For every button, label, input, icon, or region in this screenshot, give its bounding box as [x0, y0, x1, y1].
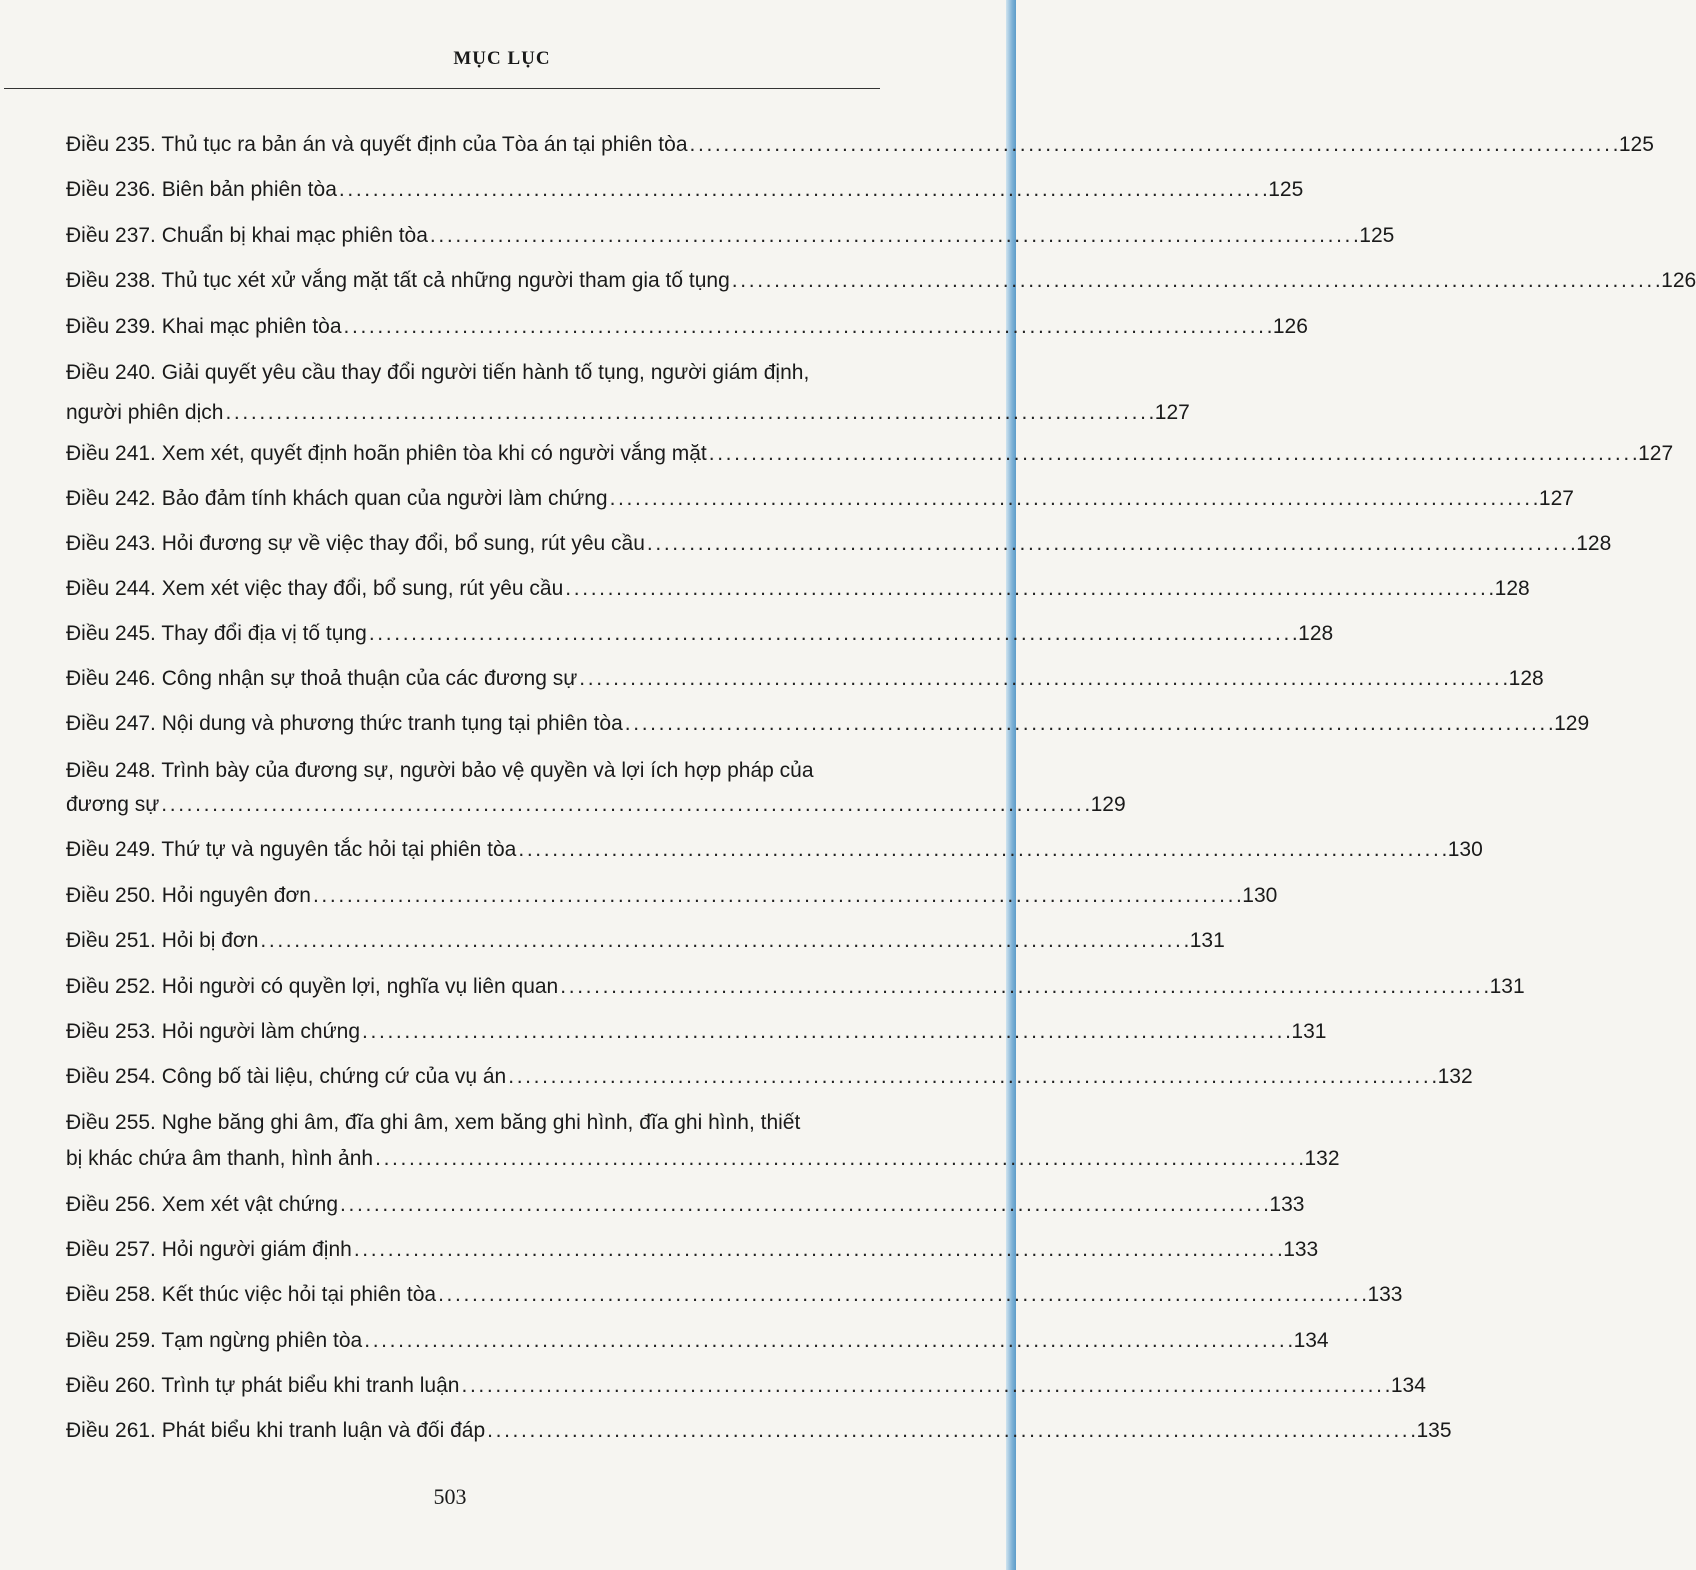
toc-entry-title: Điều 237. Chuẩn bị khai mạc phiên tòa: [66, 224, 428, 247]
dot-leader: [461, 1369, 1388, 1403]
toc-entry: [66, 437, 1674, 471]
toc-entry-title: Điều 247. Nội dung và phương thức tranh tụng tại phiên tòa: [66, 712, 623, 735]
toc-entry: [66, 219, 1395, 253]
dot-leader: [375, 1142, 1302, 1176]
toc-entry: [66, 662, 1544, 696]
toc-entry-title: Điều 235. Thủ tục ra bản án và quyết định của Tòa án tại phiên tòa: [66, 133, 688, 156]
toc-entry: [66, 924, 1225, 958]
dot-leader: [560, 970, 1487, 1004]
toc-entry: [66, 617, 1334, 651]
dot-leader: [340, 1188, 1267, 1222]
toc-entry: [66, 310, 1308, 344]
dot-leader: [732, 264, 1659, 298]
toc-entry-title: Điều 250. Hỏi nguyên đơn: [66, 884, 311, 907]
toc-entry-page: 131: [1189, 929, 1225, 952]
toc-entry: [66, 1369, 1426, 1403]
toc-entry-title: Điều 244. Xem xét việc thay đổi, bổ sung, rút yêu cầu: [66, 577, 564, 600]
toc-entry-page: 133: [1283, 1238, 1319, 1261]
dot-leader: [438, 1278, 1365, 1312]
toc-entry-page: 133: [1269, 1193, 1305, 1216]
dot-leader: [565, 572, 1492, 606]
toc-entry-page: 129: [1554, 712, 1590, 735]
toc-entry-page: 134: [1293, 1329, 1329, 1352]
dot-leader: [364, 1324, 1291, 1358]
toc-entry-title: Điều 243. Hỏi đương sự về việc thay đổi, bổ sung, rút yêu cầu: [66, 532, 645, 555]
toc-entry-page: 125: [1359, 224, 1395, 247]
toc-entry-page: 128: [1494, 577, 1530, 600]
toc-entry: [66, 173, 1304, 207]
toc-entry: [66, 1324, 1329, 1358]
toc-entry: [66, 482, 1574, 516]
toc-entry: [66, 527, 1612, 561]
toc-entry: [66, 1106, 1340, 1176]
toc-entry: [66, 1278, 1403, 1312]
toc-entry-title: Điều 261. Phát biểu khi tranh luận và đối đáp: [66, 1419, 486, 1442]
toc-entry: [66, 1188, 1305, 1222]
toc-entry-title-line1: Điều 240. Giải quyết yêu cầu thay đổi người tiến hành tố tụng, người giám định,: [66, 361, 810, 384]
page-title: MỤC LỤC: [453, 48, 551, 69]
toc-entry-page: 127: [1154, 401, 1190, 424]
dot-leader: [225, 396, 1152, 430]
page-number: 503: [433, 1484, 467, 1509]
dot-leader: [344, 310, 1271, 344]
toc-entry-page: 132: [1304, 1147, 1340, 1170]
toc-entry-page: 128: [1576, 532, 1612, 555]
toc-entry-page: 126: [1661, 269, 1696, 292]
toc-entry: [66, 970, 1525, 1004]
toc-entry-title: Điều 242. Bảo đảm tính khách quan của người làm chứng: [66, 487, 608, 510]
toc-entry: [66, 356, 1190, 430]
toc-entry-title: Điều 259. Tạm ngừng phiên tòa: [66, 1329, 363, 1352]
toc-entry-title-line1: Điều 255. Nghe băng ghi âm, đĩa ghi âm, xem băng ghi hình, đĩa ghi hình, thiết: [66, 1111, 801, 1134]
toc-entry-title: người phiên dịch: [66, 401, 224, 424]
toc-entry-page: 128: [1298, 622, 1334, 645]
toc-entry: [66, 264, 1696, 298]
dot-leader: [579, 662, 1506, 696]
toc-entry: [66, 754, 1126, 822]
dot-leader: [690, 128, 1617, 162]
toc-entry-title: Điều 253. Hỏi người làm chứng: [66, 1020, 361, 1043]
toc-entry-page: 130: [1447, 838, 1483, 861]
toc-entry-title: Điều 256. Xem xét vật chứng: [66, 1193, 339, 1216]
toc-entry-page: 129: [1090, 793, 1126, 816]
dot-leader: [339, 173, 1266, 207]
toc-entry-title: Điều 251. Hỏi bị đơn: [66, 929, 259, 952]
toc-entry-title: Điều 238. Thủ tục xét xử vắng mặt tất cả những người tham gia tố tụng: [66, 269, 730, 292]
toc-entry-title: Điều 249. Thứ tự và nguyên tắc hỏi tại phiên tòa: [66, 838, 517, 861]
toc-entry: [66, 128, 1654, 162]
dot-leader: [354, 1233, 1281, 1267]
toc-entry-title: Điều 252. Hỏi người có quyền lợi, nghĩa vụ liên quan: [66, 975, 559, 998]
toc-entry: [66, 879, 1278, 913]
toc-entry-page: 126: [1272, 315, 1308, 338]
toc-entry-title: Điều 241. Xem xét, quyết định hoãn phiên tòa khi có người vắng mặt: [66, 442, 707, 465]
dot-leader: [625, 707, 1552, 741]
toc-entry-page: 131: [1489, 975, 1525, 998]
dot-leader: [610, 482, 1537, 516]
toc-entry-title: Điều 239. Khai mạc phiên tòa: [66, 315, 342, 338]
dot-leader: [161, 788, 1088, 822]
toc-entry-title: Điều 257. Hỏi người giám định: [66, 1238, 352, 1261]
toc-entry-title: Điều 258. Kết thúc việc hỏi tại phiên tòa: [66, 1283, 437, 1306]
toc-entry-page: 125: [1268, 178, 1304, 201]
toc-entry-page: 130: [1242, 884, 1278, 907]
toc-entry: [66, 833, 1483, 867]
toc-entry-page: 127: [1538, 487, 1574, 510]
dot-leader: [487, 1414, 1414, 1448]
toc-entry-page: 127: [1638, 442, 1674, 465]
toc-entry-page: 131: [1291, 1020, 1327, 1043]
toc-entry: [66, 1414, 1452, 1448]
toc-entry-page: 134: [1390, 1374, 1426, 1397]
toc-entry-title-line1: Điều 248. Trình bày của đương sự, người bảo vệ quyền và lợi ích hợp pháp của: [66, 759, 814, 782]
dot-leader: [518, 833, 1445, 867]
header-divider: [4, 88, 880, 89]
toc-entry-page: 132: [1437, 1065, 1473, 1088]
toc-entry-title: đương sự: [66, 793, 160, 816]
toc-entry-page: 125: [1618, 133, 1654, 156]
toc-entry-title: Điều 245. Thay đổi địa vị tố tụng: [66, 622, 367, 645]
toc-entry-page: 128: [1508, 667, 1544, 690]
toc-entry: [66, 1060, 1473, 1094]
toc-entry-title: bị khác chứa âm thanh, hình ảnh: [66, 1147, 374, 1170]
dot-leader: [260, 924, 1187, 958]
dot-leader: [369, 617, 1296, 651]
toc-entry-page: 133: [1367, 1283, 1403, 1306]
dot-leader: [362, 1015, 1289, 1049]
toc-entry: [66, 707, 1590, 741]
toc-entry: [66, 1233, 1319, 1267]
toc-entry: [66, 1015, 1327, 1049]
dot-leader: [313, 879, 1240, 913]
dot-leader: [508, 1060, 1435, 1094]
toc-entry-title: Điều 254. Công bố tài liệu, chứng cứ của vụ án: [66, 1065, 507, 1088]
dot-leader: [430, 219, 1357, 253]
toc-entry-title: Điều 236. Biên bản phiên tòa: [66, 178, 337, 201]
toc-entry-title: Điều 260. Trình tự phát biểu khi tranh luận: [66, 1374, 460, 1397]
toc-entry: [66, 572, 1530, 606]
dot-leader: [709, 437, 1636, 471]
toc-entry-page: 135: [1416, 1419, 1452, 1442]
toc-entry-title: Điều 246. Công nhận sự thoả thuận của các đương sự: [66, 667, 578, 690]
dot-leader: [647, 527, 1574, 561]
